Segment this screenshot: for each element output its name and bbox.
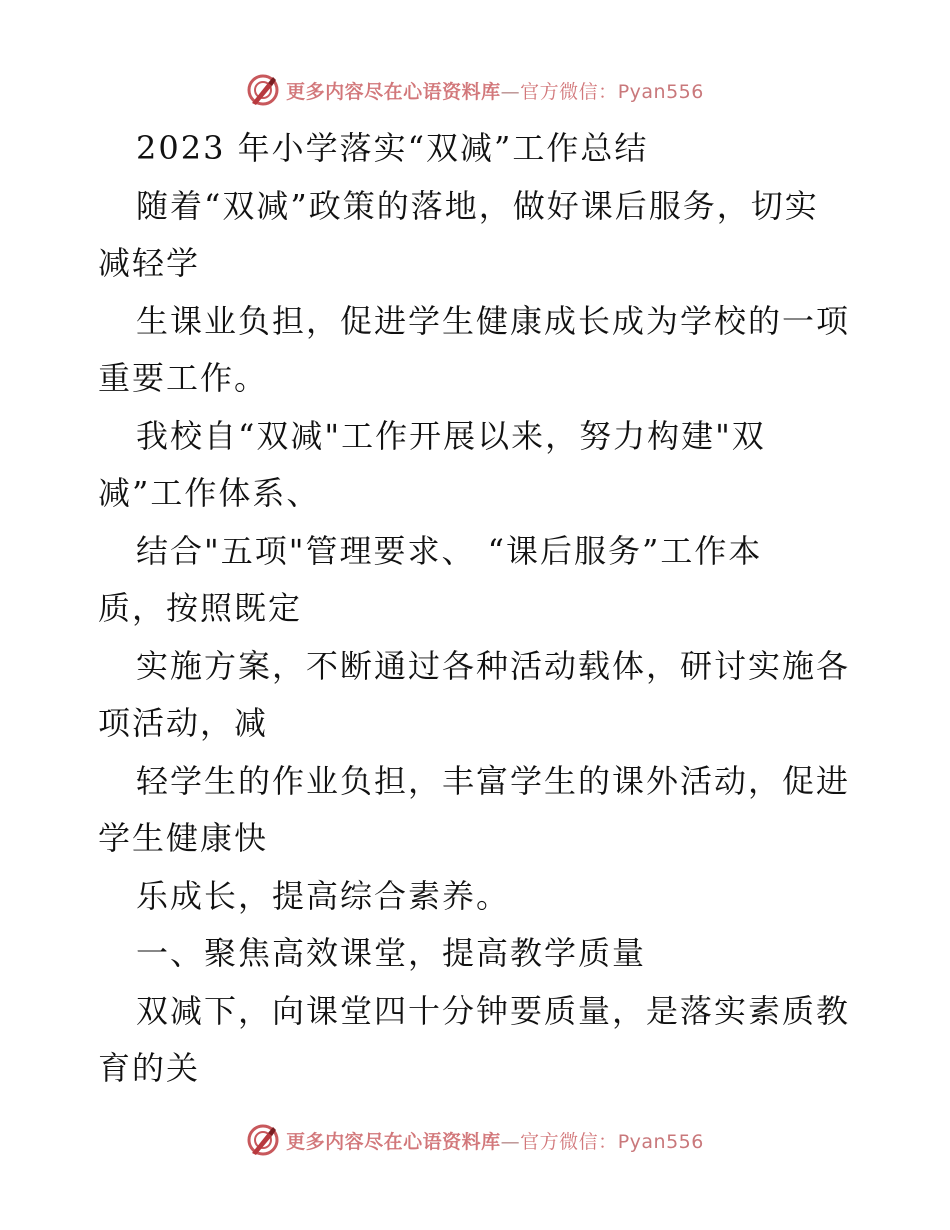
paragraph-line: 结合"五项"管理要求、 “课后服务”工作本 — [136, 532, 763, 570]
paragraph-line: 项活动，减 — [98, 704, 269, 742]
watermark-text: 更多内容尽在心语资料库—官方微信：Pyan556 — [286, 1130, 704, 1153]
pen-seal-logo-icon — [246, 1123, 280, 1157]
paragraph-line: 随着“双减”政策的落地，做好课后服务，切实 — [136, 187, 819, 225]
paragraph-line: 减”工作体系、 — [98, 474, 321, 512]
section-heading: 一、聚焦高效课堂，提高教学质量 — [136, 934, 647, 972]
watermark-banner-bottom — [0, 1120, 950, 1160]
paragraph-line: 重要工作。 — [98, 359, 269, 397]
document-title: 2023 年小学落实“双减”工作总结 — [136, 129, 649, 167]
paragraph-line: 轻学生的作业负担，丰富学生的课外活动，促进 — [136, 762, 851, 800]
paragraph-line: 我校自“双减"工作开展以来，努力构建"双 — [136, 417, 766, 455]
watermark-text: 更多内容尽在心语资料库—官方微信：Pyan556 — [286, 80, 704, 103]
paragraph-line: 育的关 — [98, 1049, 201, 1087]
paragraph-line: 乐成长，提高综合素养。 — [136, 877, 511, 915]
paragraph-line: 双减下，向课堂四十分钟要质量，是落实素质教 — [136, 992, 851, 1030]
paragraph-line: 减轻学 — [98, 244, 201, 282]
paragraph-line: 质，按照既定 — [98, 589, 303, 627]
paragraph-line: 生课业负担，促进学生健康成长成为学校的一项 — [136, 302, 851, 340]
paragraph-line: 学生健康快 — [98, 819, 269, 857]
paragraph-line: 实施方案，不断通过各种活动载体，研讨实施各 — [136, 647, 851, 685]
